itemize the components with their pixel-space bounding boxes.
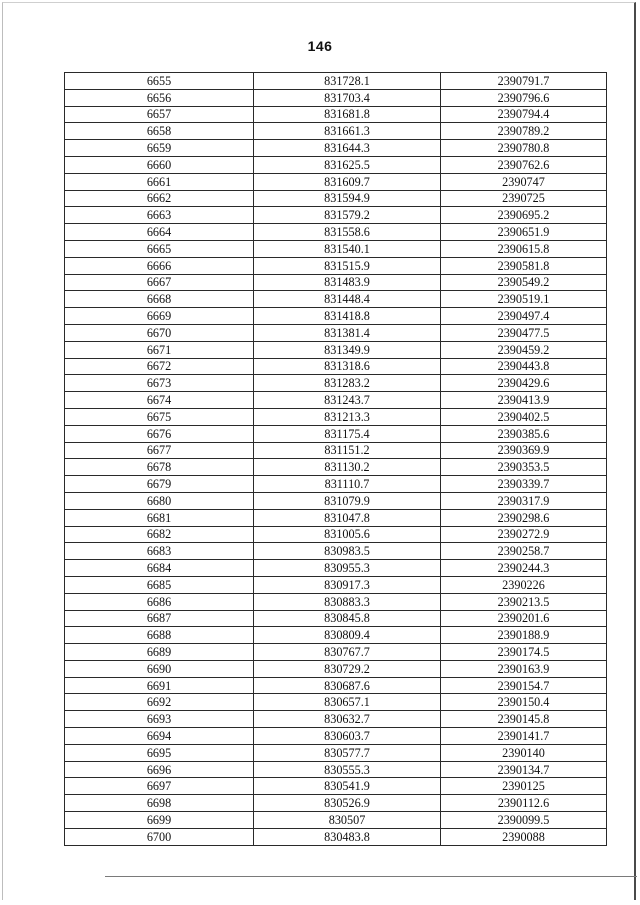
y-coordinate-cell: 2390477.5 <box>441 324 607 341</box>
x-coordinate-cell: 830845.8 <box>254 610 441 627</box>
table-row <box>65 560 607 577</box>
y-coordinate-cell: 2390112.6 <box>441 795 607 812</box>
y-coordinate-cell: 2390369.9 <box>441 442 607 459</box>
x-coordinate-cell: 831047.8 <box>254 509 441 526</box>
x-coordinate-cell: 830983.5 <box>254 543 441 560</box>
x-coordinate-cell: 830603.7 <box>254 728 441 745</box>
table-row <box>65 459 607 476</box>
x-coordinate-cell: 831448.4 <box>254 291 441 308</box>
table-row <box>65 392 607 409</box>
point-number-cell: 6663 <box>65 207 254 224</box>
table-row <box>65 778 607 795</box>
table-row <box>65 543 607 560</box>
x-coordinate-cell: 831703.4 <box>254 89 441 106</box>
table-row <box>65 744 607 761</box>
table-row <box>65 324 607 341</box>
y-coordinate-cell: 2390141.7 <box>441 728 607 745</box>
y-coordinate-cell: 2390385.6 <box>441 425 607 442</box>
y-coordinate-cell: 2390226 <box>441 576 607 593</box>
coordinates-table <box>64 72 607 846</box>
y-coordinate-cell: 2390258.7 <box>441 543 607 560</box>
table-row <box>65 224 607 241</box>
point-number-cell: 6660 <box>65 156 254 173</box>
point-number-cell: 6658 <box>65 123 254 140</box>
point-number-cell: 6690 <box>65 660 254 677</box>
x-coordinate-cell: 830526.9 <box>254 795 441 812</box>
x-coordinate-cell: 830657.1 <box>254 694 441 711</box>
x-coordinate-cell: 831728.1 <box>254 73 441 90</box>
x-coordinate-cell: 830729.2 <box>254 660 441 677</box>
table-row <box>65 274 607 291</box>
point-number-cell: 6667 <box>65 274 254 291</box>
x-coordinate-cell: 831151.2 <box>254 442 441 459</box>
y-coordinate-cell: 2390088 <box>441 828 607 845</box>
y-coordinate-cell: 2390497.4 <box>441 308 607 325</box>
x-coordinate-cell: 831681.8 <box>254 106 441 123</box>
table-row <box>65 240 607 257</box>
table-row <box>65 308 607 325</box>
table-row <box>65 375 607 392</box>
y-coordinate-cell: 2390298.6 <box>441 509 607 526</box>
x-coordinate-cell: 831381.4 <box>254 324 441 341</box>
table-row <box>65 660 607 677</box>
y-coordinate-cell: 2390154.7 <box>441 677 607 694</box>
y-coordinate-cell: 2390413.9 <box>441 392 607 409</box>
page-number: 146 <box>307 38 333 54</box>
x-coordinate-cell: 831283.2 <box>254 375 441 392</box>
y-coordinate-cell: 2390581.8 <box>441 257 607 274</box>
point-number-cell: 6657 <box>65 106 254 123</box>
x-coordinate-cell: 831418.8 <box>254 308 441 325</box>
y-coordinate-cell: 2390747 <box>441 173 607 190</box>
point-number-cell: 6689 <box>65 644 254 661</box>
table-row <box>65 123 607 140</box>
x-coordinate-cell: 831661.3 <box>254 123 441 140</box>
table-row <box>65 173 607 190</box>
table-row <box>65 341 607 358</box>
x-coordinate-cell: 830483.8 <box>254 828 441 845</box>
y-coordinate-cell: 2390145.8 <box>441 711 607 728</box>
x-coordinate-cell: 831594.9 <box>254 190 441 207</box>
point-number-cell: 6699 <box>65 812 254 829</box>
point-number-cell: 6695 <box>65 744 254 761</box>
point-number-cell: 6656 <box>65 89 254 106</box>
table-row <box>65 358 607 375</box>
x-coordinate-cell: 830507 <box>254 812 441 829</box>
point-number-cell: 6678 <box>65 459 254 476</box>
x-coordinate-cell: 831110.7 <box>254 476 441 493</box>
y-coordinate-cell: 2390651.9 <box>441 224 607 241</box>
table-row <box>65 89 607 106</box>
y-coordinate-cell: 2390213.5 <box>441 593 607 610</box>
x-coordinate-cell: 831005.6 <box>254 526 441 543</box>
x-coordinate-cell: 831130.2 <box>254 459 441 476</box>
y-coordinate-cell: 2390099.5 <box>441 812 607 829</box>
point-number-cell: 6673 <box>65 375 254 392</box>
table-row <box>65 644 607 661</box>
point-number-cell: 6694 <box>65 728 254 745</box>
table-row <box>65 828 607 845</box>
y-coordinate-cell: 2390789.2 <box>441 123 607 140</box>
table-row <box>65 728 607 745</box>
x-coordinate-cell: 831079.9 <box>254 492 441 509</box>
point-number-cell: 6669 <box>65 308 254 325</box>
x-coordinate-cell: 831175.4 <box>254 425 441 442</box>
y-coordinate-cell: 2390429.6 <box>441 375 607 392</box>
x-coordinate-cell: 830555.3 <box>254 761 441 778</box>
y-coordinate-cell: 2390188.9 <box>441 627 607 644</box>
table-row <box>65 476 607 493</box>
table-row <box>65 408 607 425</box>
y-coordinate-cell: 2390762.6 <box>441 156 607 173</box>
y-coordinate-cell: 2390140 <box>441 744 607 761</box>
y-coordinate-cell: 2390791.7 <box>441 73 607 90</box>
x-coordinate-cell: 831579.2 <box>254 207 441 224</box>
point-number-cell: 6674 <box>65 392 254 409</box>
table-row <box>65 73 607 90</box>
y-coordinate-cell: 2390780.8 <box>441 140 607 157</box>
x-coordinate-cell: 830577.7 <box>254 744 441 761</box>
table-row <box>65 291 607 308</box>
x-coordinate-cell: 831483.9 <box>254 274 441 291</box>
table-row <box>65 140 607 157</box>
y-coordinate-cell: 2390244.3 <box>441 560 607 577</box>
y-coordinate-cell: 2390125 <box>441 778 607 795</box>
y-coordinate-cell: 2390725 <box>441 190 607 207</box>
table-row <box>65 207 607 224</box>
table-row <box>65 677 607 694</box>
table-row <box>65 156 607 173</box>
y-coordinate-cell: 2390134.7 <box>441 761 607 778</box>
table-row <box>65 526 607 543</box>
coordinates-table-body <box>65 73 607 846</box>
point-number-cell: 6684 <box>65 560 254 577</box>
y-coordinate-cell: 2390163.9 <box>441 660 607 677</box>
point-number-cell: 6659 <box>65 140 254 157</box>
point-number-cell: 6682 <box>65 526 254 543</box>
y-coordinate-cell: 2390443.8 <box>441 358 607 375</box>
x-coordinate-cell: 831644.3 <box>254 140 441 157</box>
point-number-cell: 6686 <box>65 593 254 610</box>
point-number-cell: 6664 <box>65 224 254 241</box>
table-row <box>65 812 607 829</box>
point-number-cell: 6681 <box>65 509 254 526</box>
table-row <box>65 711 607 728</box>
x-coordinate-cell: 831243.7 <box>254 392 441 409</box>
x-coordinate-cell: 830955.3 <box>254 560 441 577</box>
x-coordinate-cell: 830687.6 <box>254 677 441 694</box>
point-number-cell: 6679 <box>65 476 254 493</box>
point-number-cell: 6671 <box>65 341 254 358</box>
table-row <box>65 593 607 610</box>
table-row <box>65 257 607 274</box>
table-row <box>65 795 607 812</box>
y-coordinate-cell: 2390549.2 <box>441 274 607 291</box>
y-coordinate-cell: 2390402.5 <box>441 408 607 425</box>
y-coordinate-cell: 2390459.2 <box>441 341 607 358</box>
x-coordinate-cell: 830809.4 <box>254 627 441 644</box>
point-number-cell: 6691 <box>65 677 254 694</box>
x-coordinate-cell: 831213.3 <box>254 408 441 425</box>
point-number-cell: 6676 <box>65 425 254 442</box>
x-coordinate-cell: 831625.5 <box>254 156 441 173</box>
y-coordinate-cell: 2390794.4 <box>441 106 607 123</box>
table-row <box>65 576 607 593</box>
point-number-cell: 6685 <box>65 576 254 593</box>
table-row <box>65 190 607 207</box>
x-coordinate-cell: 830883.3 <box>254 593 441 610</box>
point-number-cell: 6696 <box>65 761 254 778</box>
x-coordinate-cell: 830767.7 <box>254 644 441 661</box>
table-row <box>65 761 607 778</box>
table-row <box>65 627 607 644</box>
y-coordinate-cell: 2390201.6 <box>441 610 607 627</box>
point-number-cell: 6698 <box>65 795 254 812</box>
table-row <box>65 442 607 459</box>
y-coordinate-cell: 2390317.9 <box>441 492 607 509</box>
point-number-cell: 6687 <box>65 610 254 627</box>
point-number-cell: 6700 <box>65 828 254 845</box>
y-coordinate-cell: 2390796.6 <box>441 89 607 106</box>
table-row <box>65 610 607 627</box>
point-number-cell: 6688 <box>65 627 254 644</box>
point-number-cell: 6693 <box>65 711 254 728</box>
point-number-cell: 6662 <box>65 190 254 207</box>
x-coordinate-cell: 830632.7 <box>254 711 441 728</box>
x-coordinate-cell: 831349.9 <box>254 341 441 358</box>
point-number-cell: 6665 <box>65 240 254 257</box>
y-coordinate-cell: 2390519.1 <box>441 291 607 308</box>
table-row <box>65 694 607 711</box>
y-coordinate-cell: 2390339.7 <box>441 476 607 493</box>
table-row <box>65 509 607 526</box>
point-number-cell: 6670 <box>65 324 254 341</box>
x-coordinate-cell: 831540.1 <box>254 240 441 257</box>
point-number-cell: 6666 <box>65 257 254 274</box>
point-number-cell: 6683 <box>65 543 254 560</box>
x-coordinate-cell: 831515.9 <box>254 257 441 274</box>
point-number-cell: 6655 <box>65 73 254 90</box>
y-coordinate-cell: 2390174.5 <box>441 644 607 661</box>
bottom-rule <box>105 876 637 877</box>
y-coordinate-cell: 2390272.9 <box>441 526 607 543</box>
x-coordinate-cell: 831318.6 <box>254 358 441 375</box>
point-number-cell: 6692 <box>65 694 254 711</box>
y-coordinate-cell: 2390695.2 <box>441 207 607 224</box>
point-number-cell: 6697 <box>65 778 254 795</box>
y-coordinate-cell: 2390150.4 <box>441 694 607 711</box>
x-coordinate-cell: 831609.7 <box>254 173 441 190</box>
x-coordinate-cell: 831558.6 <box>254 224 441 241</box>
x-coordinate-cell: 830917.3 <box>254 576 441 593</box>
table-row <box>65 106 607 123</box>
table-row <box>65 425 607 442</box>
point-number-cell: 6680 <box>65 492 254 509</box>
table-row <box>65 492 607 509</box>
point-number-cell: 6661 <box>65 173 254 190</box>
point-number-cell: 6675 <box>65 408 254 425</box>
point-number-cell: 6677 <box>65 442 254 459</box>
x-coordinate-cell: 830541.9 <box>254 778 441 795</box>
point-number-cell: 6668 <box>65 291 254 308</box>
y-coordinate-cell: 2390353.5 <box>441 459 607 476</box>
point-number-cell: 6672 <box>65 358 254 375</box>
y-coordinate-cell: 2390615.8 <box>441 240 607 257</box>
